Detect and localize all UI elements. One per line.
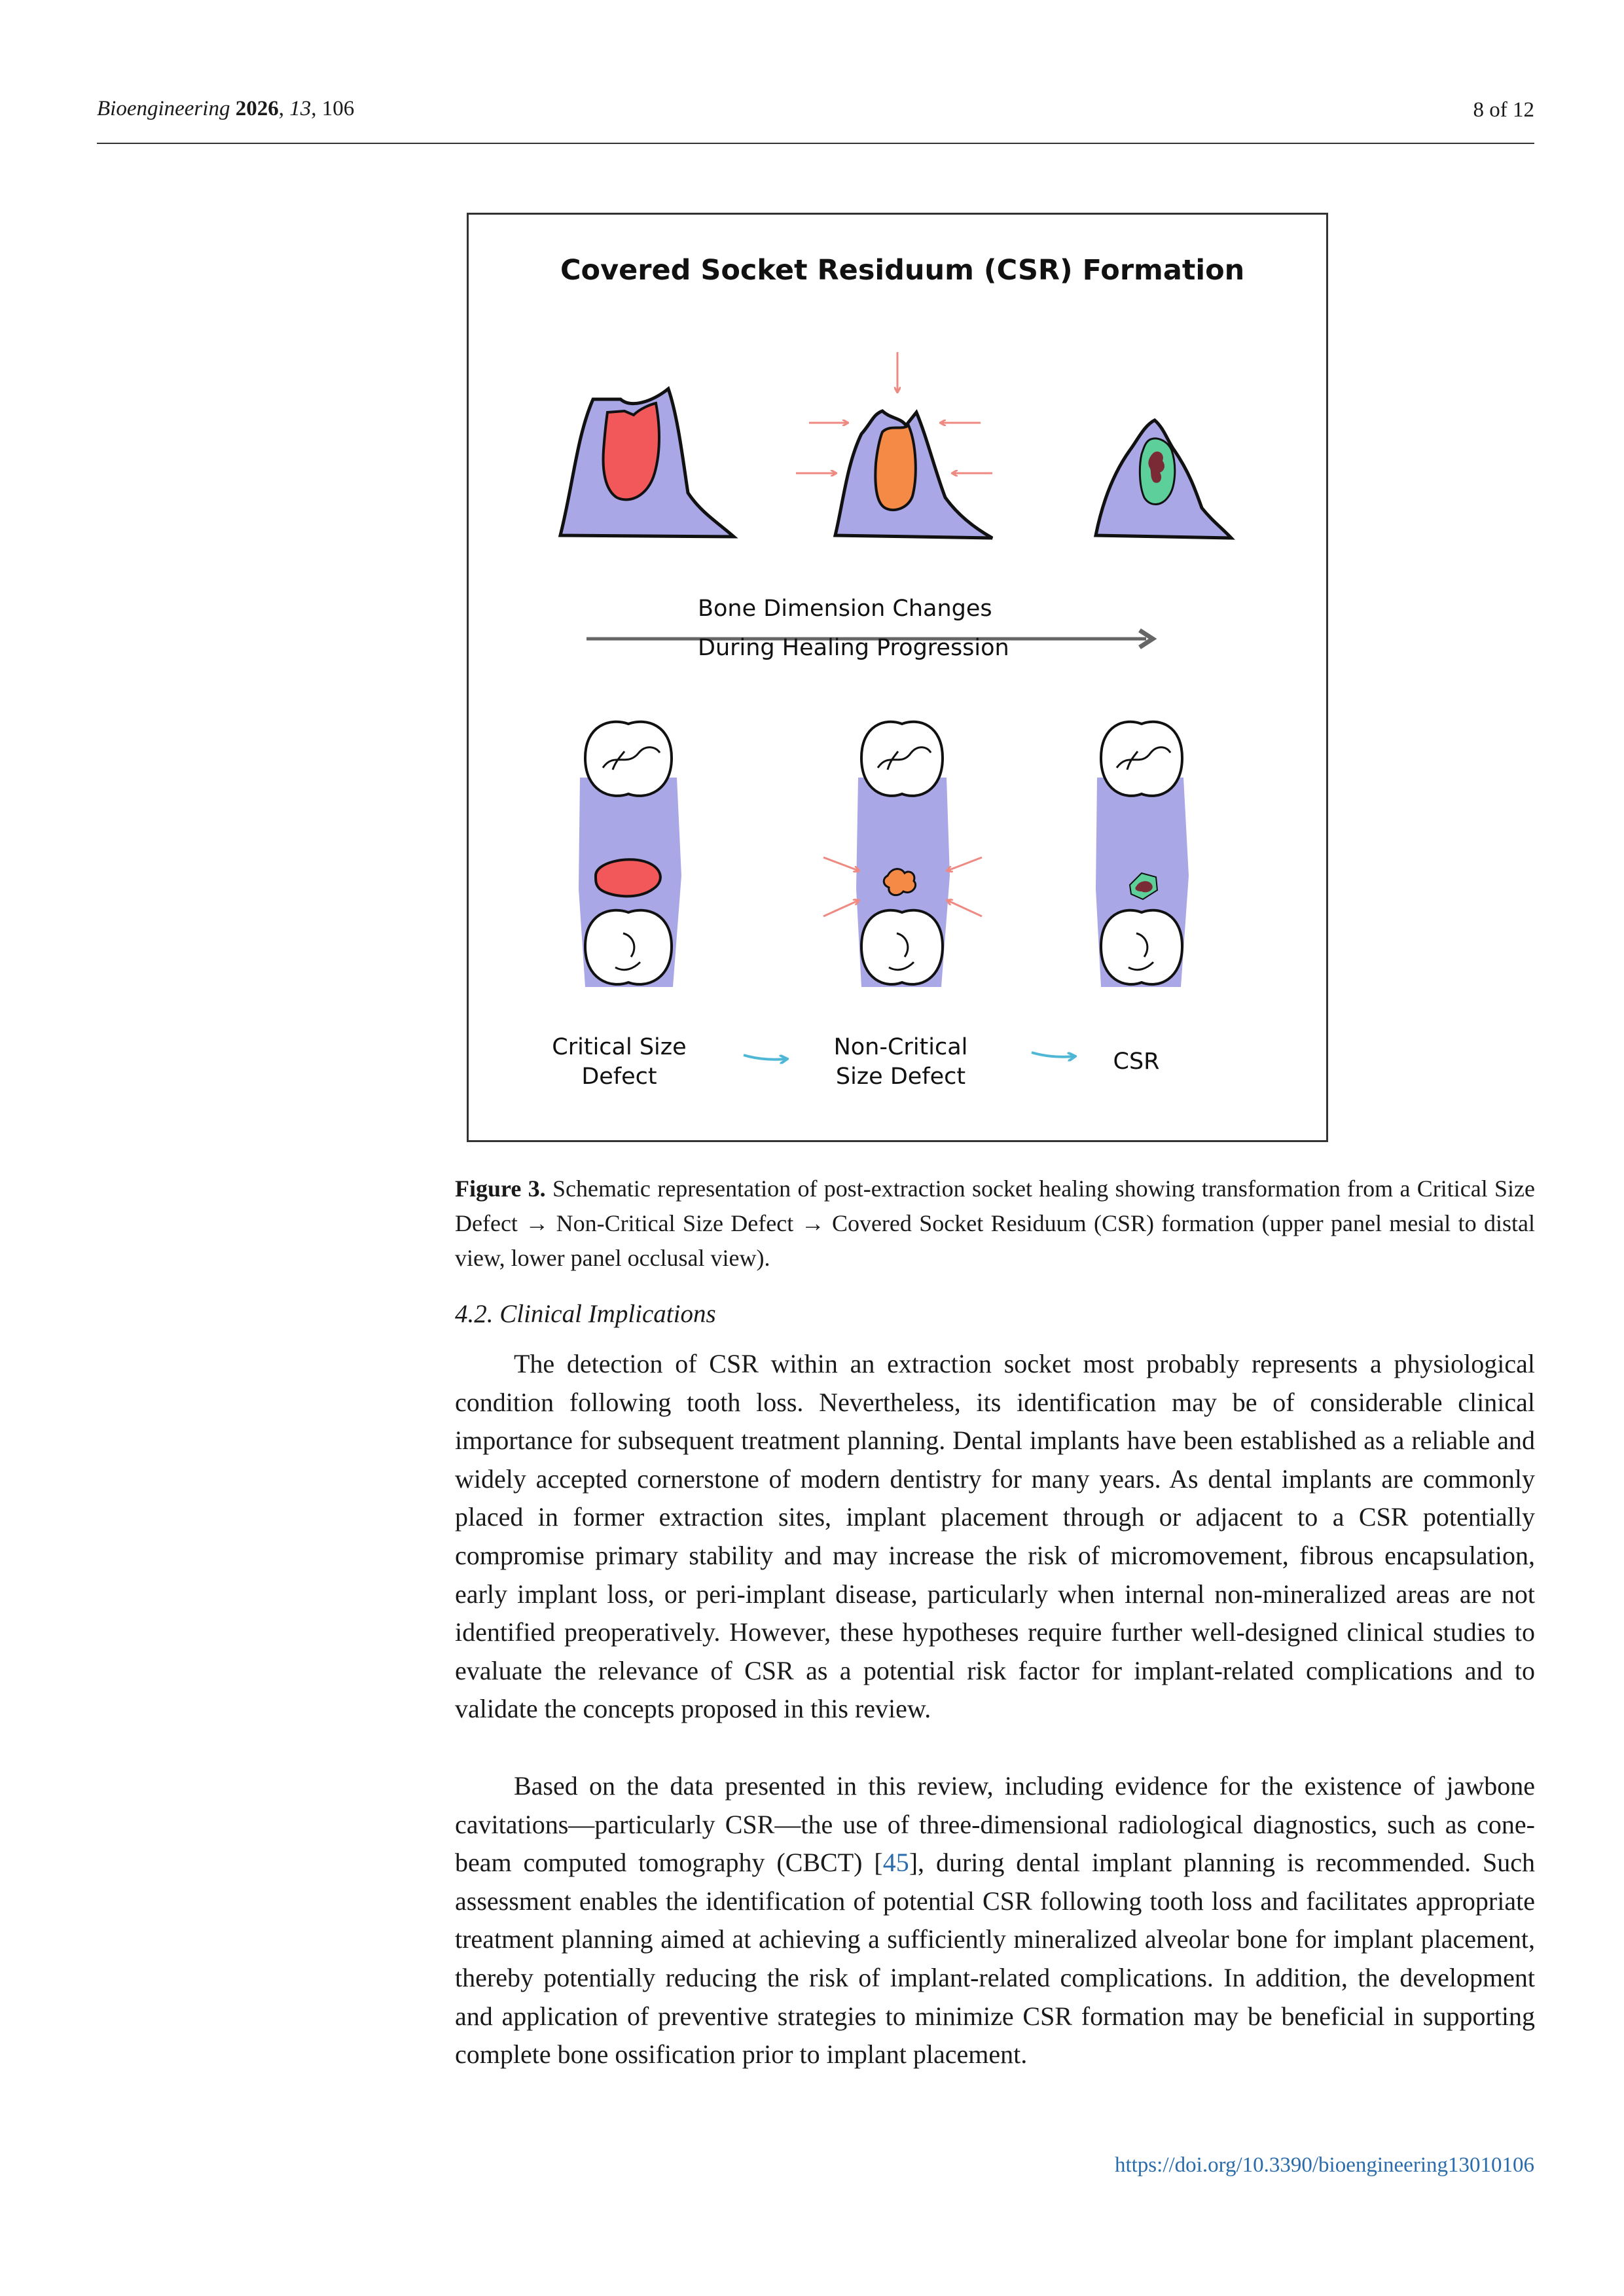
progression-label-line2: During Healing Progression [698,635,1009,661]
paragraph-1: The detection of CSR within an extraction socket most probably represents a physiological condition following tooth loss. Nevertheless, its identification may be of considerable clinical importance for subsequent treatment planning. Dental implants have been established as a reliable and widely accepted cornerstone of modern dentistry for many years. As dental implants are commonly placed in former extraction sites, implant placement through or adjacent to a CSR potentially compromise primary stability and may increase the risk of micromovement, fibrous encapsulation, early implant loss, or peri-implant disease, particularly when internal non-mineralized areas are not identified preoperatively. However, these hypotheses require further well-designed clinical studies to evaluate the relevance of CSR as a potential risk factor for implant-related complications and to validate the concepts proposed in this review. [455,1349,1535,1724]
journal-name: Bioengineering [97,97,230,120]
stage-label-noncritical-line2: Size Defect [835,1064,966,1090]
figure-illustration [469,215,1326,1140]
occlusal-critical [579,722,681,987]
occlusal-noncritical [856,722,950,987]
page-number: 8 of 12 [1473,98,1534,122]
journal-volume: 13 [289,97,312,120]
paragraph-2-part-1: Based on the data presented in this review, including evidence for the existence of jawbone cavitations—particularly CSR—the use of three-dimensional radiological diagnostics, such as cone-beam computed tomography (CBCT) [ [455,1771,1535,1878]
article-number: 106 [321,97,355,120]
stage-label-critical-line1: Critical Size [552,1034,687,1060]
socket-csr-upper [1096,420,1231,538]
stage-label-noncritical [829,1033,973,1092]
caption-text: Schematic representation of post-extraction socket healing showing transformation from a Critical Size Defect → Non-Critical Size Defect → Covered Socket Residuum (CSR) formation (upper panel mesial to distal view, lower panel occlusal view). [455,1175,1536,1271]
stage-label-critical-line2: Defect [581,1064,657,1090]
progression-label-line1: Bone Dimension Changes [698,596,992,622]
journal-year: 2026 [235,97,279,120]
reference-link-45[interactable]: 45 [882,1848,909,1878]
section-heading: 4.2. Clinical Implications [455,1300,716,1328]
socket-critical-upper [560,389,734,537]
occlusal-csr [1096,722,1189,987]
doi-link[interactable]: https://doi.org/10.3390/bioengineering13010106 [1114,2153,1534,2177]
caption-label: Figure 3. [455,1175,546,1202]
figure-3 [467,213,1328,1142]
stage-label-critical [541,1033,698,1092]
journal-citation: Bioengineering 2026, 13, 106 [97,97,355,120]
figure-caption [455,1172,1535,1276]
socket-noncritical-upper [835,411,992,538]
paragraph-2-part-2: ], during dental implant planning is recommended. Such assessment enables the identification of potential CSR following tooth loss and facilitates appropriate treatment planning aimed at achieving a sufficiently mineralized alveolar bone for implant placement, thereby potentially reducing the risk of implant-related complications. In addition, the development and application of preventive strategies to minimize CSR formation may be beneficial in supporting complete bone ossification prior to implant placement. [455,1848,1536,2070]
page-header [97,90,1534,144]
stage-label-csr: CSR [1113,1049,1160,1075]
figure-title: Covered Socket Residuum (CSR) Formation [560,254,1245,287]
stage-label-noncritical-line1: Non-Critical [833,1034,968,1060]
paragraph-2 [455,1767,1535,2074]
